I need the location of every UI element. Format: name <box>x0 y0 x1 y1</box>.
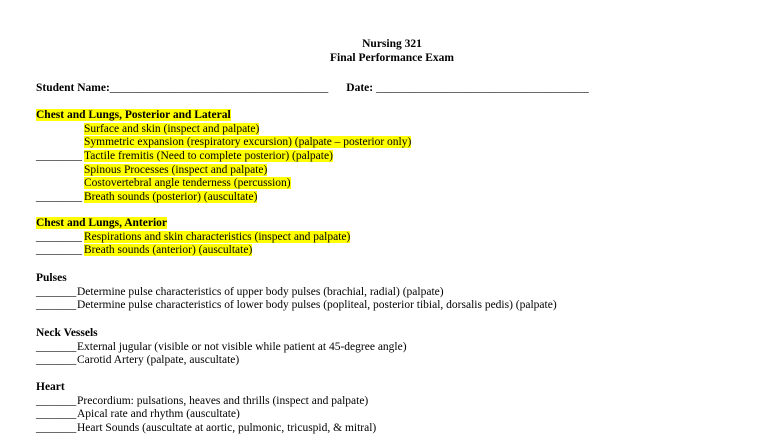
checklist-item: Precordium: pulsations, heaves and thrills (inspect and palpate) <box>77 394 369 407</box>
checkbox-blank[interactable]: ________ <box>36 191 82 204</box>
section-pulses <box>36 272 557 313</box>
checklist-item: Surface and skin (inspect and palpate) <box>84 122 260 135</box>
student-name-label: Student Name: <box>36 82 110 94</box>
checklist-item: Determine pulse characteristics of lower body pulses (popliteal, posterior tibial, dorsalis pedis) (palpate) <box>77 299 557 312</box>
checklist-item: Costovertebral angle tenderness (percussion) <box>84 177 291 190</box>
checkbox-blank[interactable]: _______ <box>36 285 77 298</box>
checklist-item: Determine pulse characteristics of upper body pulses (brachial, radial) (palpate) <box>77 285 444 298</box>
section-heading: Chest and Lungs, Posterior and Lateral <box>36 109 231 121</box>
checklist-item: Apical rate and rhythm (auscultate) <box>77 408 240 421</box>
checkbox-blank[interactable]: _______ <box>36 299 77 312</box>
checkbox-blank[interactable]: _______ <box>36 354 77 367</box>
checklist-item: Breath sounds (posterior) (auscultate) <box>84 191 258 204</box>
checkbox-blank[interactable]: _______ <box>36 394 77 407</box>
student-name-blank[interactable]: ______________________________________ <box>109 82 329 94</box>
checkbox-blank[interactable]: _______ <box>36 408 77 421</box>
section-heart <box>36 381 376 436</box>
checklist-item: Spinous Processes (inspect and palpate) <box>84 163 268 176</box>
section-neck-vessels <box>36 327 407 368</box>
exam-title: Final Performance Exam <box>330 52 454 64</box>
section-heading: Heart <box>36 381 65 393</box>
section-heading: Pulses <box>36 272 67 284</box>
checkbox-blank[interactable]: _______ <box>36 340 77 353</box>
checkbox-blank[interactable]: ________ <box>36 230 82 243</box>
section-chest-anterior <box>36 217 350 258</box>
section-chest-posterior <box>36 109 411 205</box>
student-info-row <box>36 82 589 94</box>
date-label: Date: <box>346 82 374 94</box>
checklist-item: Breath sounds (anterior) (auscultate) <box>84 244 253 257</box>
checkbox-blank[interactable]: ________ <box>36 244 82 257</box>
date-blank[interactable]: _____________________________________ <box>376 82 589 94</box>
checklist-item: Carotid Artery (palpate, auscultate) <box>77 354 240 367</box>
checklist-item: External jugular (visible or not visible while patient at 45-degree angle) <box>77 340 407 353</box>
course-title: Nursing 321 <box>362 38 422 50</box>
checkbox-blank[interactable]: ________ <box>36 150 82 163</box>
document-header <box>0 37 784 65</box>
checklist-item: Heart Sounds (auscultate at aortic, pulmonic, tricuspid, & mitral) <box>77 422 377 435</box>
section-heading: Chest and Lungs, Anterior <box>36 217 167 229</box>
checklist-item: Symmetric expansion (respiratory excursion) (palpate – posterior only) <box>84 136 412 149</box>
section-heading: Neck Vessels <box>36 327 98 339</box>
checklist-item: Tactile fremitis (Need to complete posterior) (palpate) <box>84 150 333 163</box>
checkbox-blank[interactable]: _______ <box>36 422 77 435</box>
checklist-item: Respirations and skin characteristics (inspect and palpate) <box>84 230 351 243</box>
